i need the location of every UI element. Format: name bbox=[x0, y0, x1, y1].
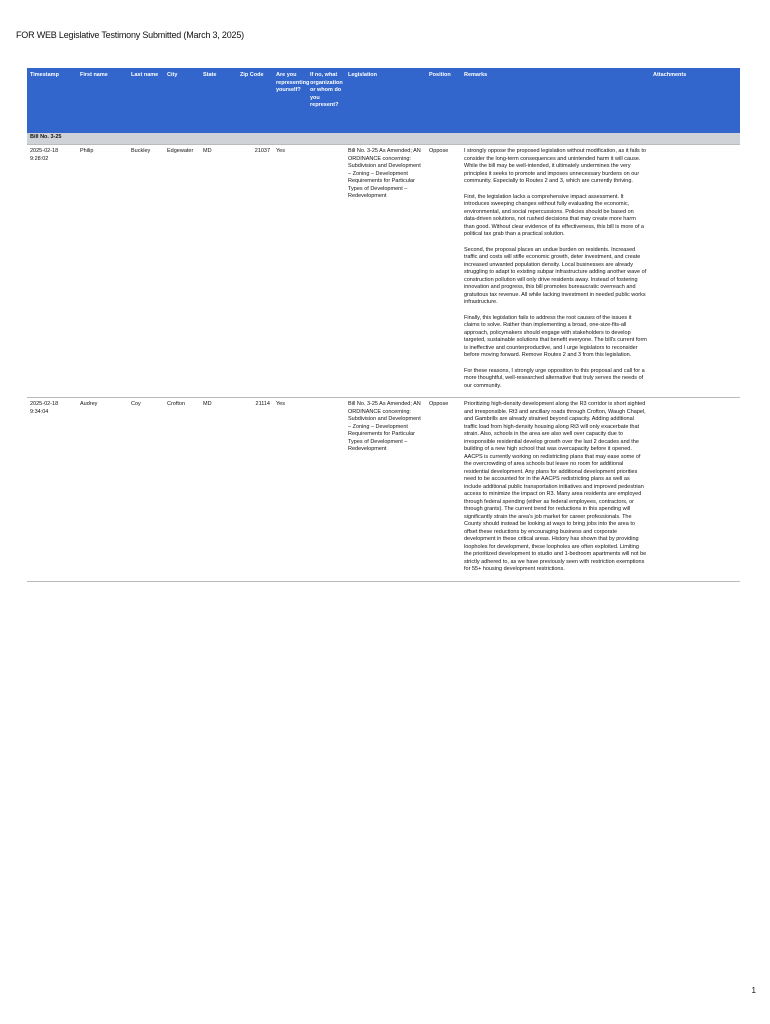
remarks-paragraph: First, the legislation lacks a comprehensive impact assessment. It introduces sweeping changes without fully evaluating the economic, environmental, and social repercussions. Policies should be based on data-driven solutions, not rushed decisions that may create more harm than good. Without clear evidence of its effectiveness, this bill is more of a political tax grab than a practical solution. bbox=[464, 193, 644, 237]
cell-position: Oppose bbox=[426, 398, 461, 582]
cell-legislation: Bill No. 3-25 As Amended; AN ORDINANCE concerning: Subdivision and Development – Zoning – Development Requirements for Particular Types of Development – Redevelopment bbox=[345, 145, 426, 398]
header-row bbox=[27, 68, 740, 133]
cell-representing: Yes bbox=[273, 145, 307, 398]
cell-first-name: Philip bbox=[77, 145, 128, 398]
cell-organization bbox=[307, 145, 345, 398]
cell-state: MD bbox=[200, 145, 237, 398]
header-zip: Zip Code bbox=[237, 68, 273, 133]
group-row bbox=[27, 133, 740, 145]
remarks-paragraph: For these reasons, I strongly urge opposition to this proposal and call for a more thoughtful, well-researched alternative that truly serves the needs of our community. bbox=[464, 367, 645, 389]
cell-organization bbox=[307, 398, 345, 582]
cell-zip: 21037 bbox=[237, 145, 273, 398]
testimony-table bbox=[27, 68, 740, 582]
cell-attachments bbox=[650, 145, 740, 398]
cell-representing: Yes bbox=[273, 398, 307, 582]
cell-city: Edgewater bbox=[164, 145, 200, 398]
header-legislation: Legislation bbox=[345, 68, 426, 133]
header-attachments: Attachments bbox=[650, 68, 740, 133]
remarks-paragraph: Second, the proposal places an undue burden on residents. Increased traffic and costs will stifle economic growth, deter investment, and create increased unwanted population density. Local businesses are already struggling to adapt to existing subpar infrastructure adding another wave of construction pollution will only drive residents away. Instead of fostering innovation and progress, this bill promotes bureaucratic overreach and gratuitous tax revenue. All while lacking investment in needed public works infrastructure. bbox=[464, 246, 647, 305]
header-city: City bbox=[164, 68, 200, 133]
header-timestamp: Timestamp bbox=[27, 68, 77, 133]
header-organization: If no, what organization or whom do you represent? bbox=[307, 68, 345, 133]
remarks-paragraph: Finally, this legislation fails to address the root causes of the issues it claims to solve. Rather than implementing a broad, one-size-fits-all approach, policymakers should engage with stakeholders to develop targeted, sustainable solutions that benefit everyone. The bill's current form is ineffective and counterproductive, and I urge legislators to reconsider before moving forward. Remove Routes 2 and 3 from this legislation. bbox=[464, 314, 647, 358]
header-representing: Are you representing yourself? bbox=[273, 68, 307, 133]
cell-state: MD bbox=[200, 398, 237, 582]
cell-legislation: Bill No. 3-25 As Amended; AN ORDINANCE concerning: Subdivision and Development – Zoning – Development Requirements for Particular Types of Development – Redevelopment bbox=[345, 398, 426, 582]
cell-attachments bbox=[650, 398, 740, 582]
page-number: 1 bbox=[751, 986, 756, 995]
remarks-paragraph: I strongly oppose the proposed legislation without modification, as it fails to consider the long-term consequences and unintended harm it will cause. While the bill may be well-intended, it ultimately undermines the very principles it seeks to promote and imposes unnecessary burdens on our community. Especially to Routes 2 and 3, which are currently thriving. bbox=[464, 148, 646, 184]
cell-first-name: Audrey bbox=[77, 398, 128, 582]
group-label: Bill No. 3-25 bbox=[27, 133, 740, 145]
cell-timestamp: 2025-02-18 9:34:04 bbox=[27, 398, 77, 582]
document-title: FOR WEB Legislative Testimony Submitted (March 3, 2025) bbox=[16, 30, 244, 40]
cell-last-name: Coy bbox=[128, 398, 164, 582]
cell-city: Crofton bbox=[164, 398, 200, 582]
header-remarks: Remarks bbox=[461, 68, 650, 133]
cell-timestamp: 2025-02-18 9:28:02 bbox=[27, 145, 77, 398]
cell-last-name: Buckley bbox=[128, 145, 164, 398]
header-first-name: First name bbox=[77, 68, 128, 133]
remarks-paragraph: Prioritizing high-density development along the R3 corridor is short sighted and irresponsible. Rt3 and ancillary roads through Crofton, Waugh Chapel, and Gambrills are already strained beyond capacity. Adding additional traffic load from high-density housing along Rt3 will only exacerbate that strain. Also, schools in the area are also well over capacity due to irresponsible residential develop growth over the last 2 decades and the building of a new high school that was overcapacity before it opened. AACPS is currently working on redistricting plans that may ease some of the overcrowding of area schools but leave no room for additional residential development. Any plans for additional development priorities need to be accounted for in the AACPS redistricting plans as well as include additional public transportation initiatives and improved pedestrian access to minimize the impact on R3. Many area residents are employed through federal spending (either as federal employees, contractors, or through grants). The current trend for reductions in this spending will significantly strain the area's job market for career professionals. The County should instead be looking at ways to bring jobs into the area to offset these reductions by encouraging business and corporate development in these critical areas. History has shown that by providing loopholes for development, these loopholes are often exploited. Limiting the prioritized development to studio and 1-bedroom apartments will not be strictly adhered to, as we have previously seen with restriction exemptions for 55+ housing development restrictions. bbox=[464, 401, 647, 572]
header-last-name: Last name bbox=[128, 68, 164, 133]
table-row bbox=[27, 398, 740, 582]
cell-remarks bbox=[461, 145, 650, 398]
cell-remarks bbox=[461, 398, 650, 582]
header-state: State bbox=[200, 68, 237, 133]
cell-position: Oppose bbox=[426, 145, 461, 398]
header-position: Position bbox=[426, 68, 461, 133]
cell-zip: 21114 bbox=[237, 398, 273, 582]
table-row bbox=[27, 145, 740, 398]
